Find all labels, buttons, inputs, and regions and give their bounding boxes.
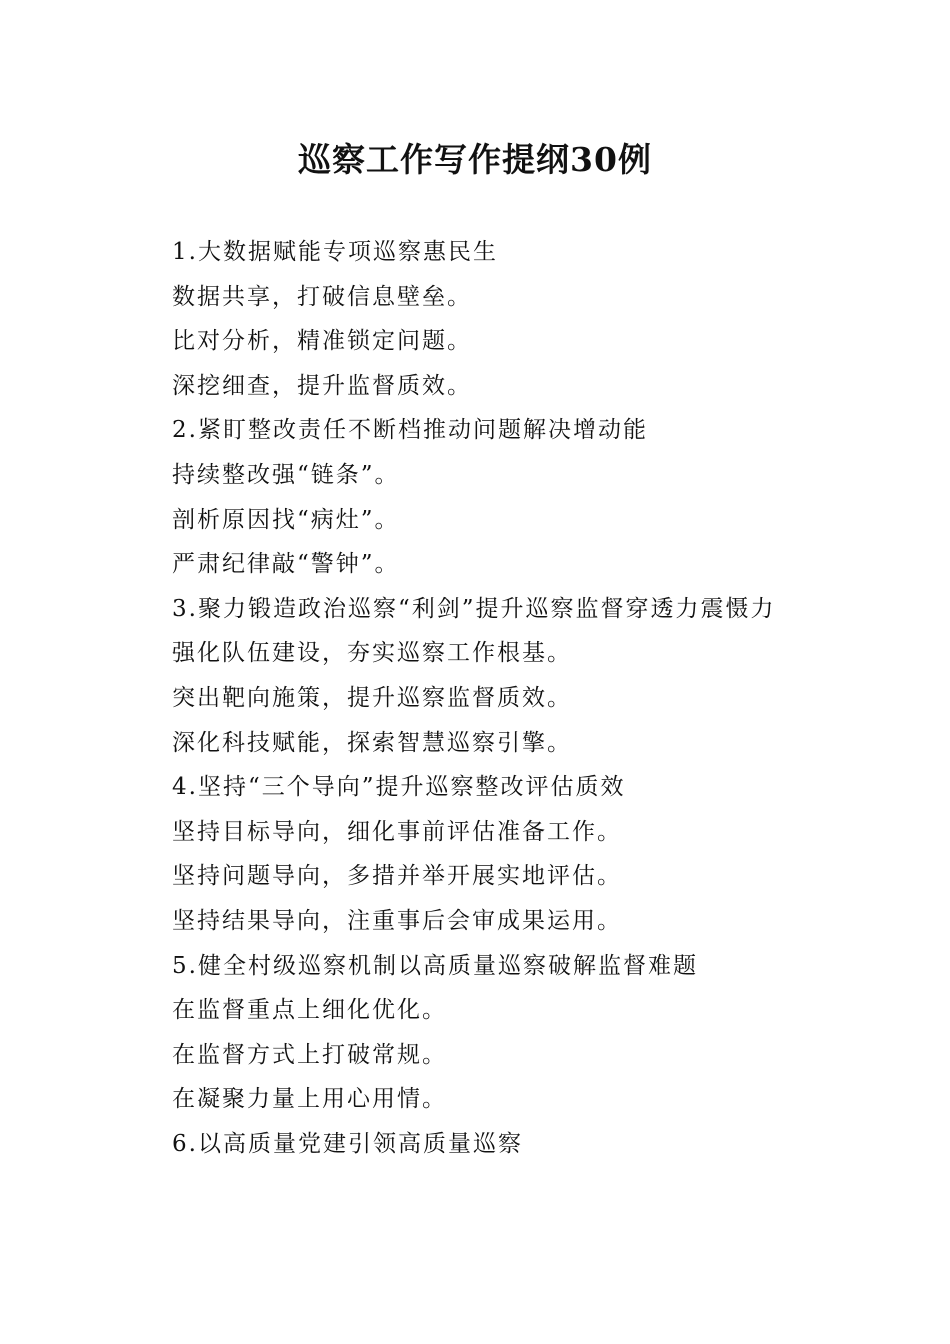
document-title: 巡察工作写作提纲30例 <box>298 140 652 179</box>
text-line: 数据共享，打破信息壁垒。 <box>172 283 472 310</box>
heading-line-5: 5.健全村级巡察机制以高质量巡察破解监督难题 <box>172 952 698 979</box>
text-line: 在监督方式上打破常规。 <box>172 1041 447 1068</box>
heading-line-6: 6.以高质量党建引领高质量巡察 <box>172 1130 523 1157</box>
text-line: 突出靶向施策，提升巡察监督质效。 <box>172 684 572 711</box>
document-body <box>172 230 872 1166</box>
text-line: 坚持目标导向，细化事前评估准备工作。 <box>172 818 622 845</box>
text-line: 持续整改强“链条”。 <box>172 461 400 488</box>
text-line: 在监督重点上细化优化。 <box>172 997 447 1024</box>
text-line: 坚持结果导向，注重事后会审成果运用。 <box>172 907 622 934</box>
text-line: 比对分析，精准锁定问题。 <box>172 328 472 355</box>
heading-line-2: 2.紧盯整改责任不断档推动问题解决增动能 <box>172 417 648 444</box>
text-line: 深化科技赋能，探索智慧巡察引擎。 <box>172 729 572 756</box>
text-line: 坚持问题导向，多措并举开展实地评估。 <box>172 863 622 890</box>
text-line: 在凝聚力量上用心用情。 <box>172 1086 447 1113</box>
heading-line-4: 4.坚持“三个导向”提升巡察整改评估质效 <box>172 774 626 801</box>
heading-line-1: 1.大数据赋能专项巡察惠民生 <box>172 239 498 265</box>
text-line: 剖析原因找“病灶”。 <box>172 506 400 533</box>
heading-line-3: 3.聚力锻造政治巡察“利剑”提升巡察监督穿透力震慑力 <box>172 595 776 622</box>
text-line: 深挖细查，提升监督质效。 <box>172 372 472 399</box>
text-line: 强化队伍建设，夯实巡察工作根基。 <box>172 640 572 667</box>
text-line: 严肃纪律敲“警钟”。 <box>172 551 400 578</box>
